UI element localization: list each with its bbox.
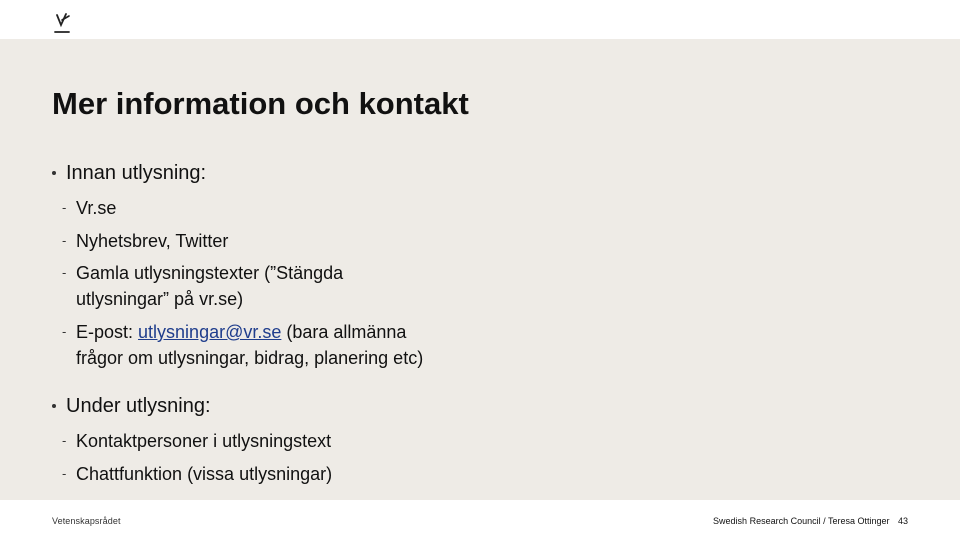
subitem-text: Chattfunktion (vissa utlysningar) (76, 464, 333, 484)
email-link[interactable]: utlysningar@vr.se (138, 322, 282, 342)
dash-marker: - (62, 265, 67, 280)
subitem-text-line-1: Gamla utlysningstexter (”Stängda (76, 263, 344, 283)
subitem-text: Kontaktpersoner i utlysningstext (76, 431, 332, 451)
bullet-dot (52, 404, 56, 408)
dash-marker: - (62, 233, 67, 248)
epost-prefix: E-post: (76, 322, 139, 342)
bullet-dot (52, 171, 56, 175)
dash-marker: - (62, 200, 67, 215)
dash-marker: - (62, 433, 67, 448)
dash-marker: - (62, 466, 67, 481)
epost-suffix: (bara allmänna (281, 322, 407, 342)
footer-brand: Vetenskapsrådet (52, 516, 121, 526)
subitem-text-line-2: utlysningar” på vr.se) (76, 289, 244, 309)
vr-logo-icon (52, 12, 72, 34)
bullet-text: Under utlysning: (66, 395, 211, 417)
page-number: 43 (897, 516, 908, 526)
bullet-text: Innan utlysning: (66, 162, 207, 184)
footer-credit (713, 516, 908, 526)
dash-marker: - (62, 324, 67, 339)
footer-credit-text: Swedish Research Council / Teresa Ottinger (713, 516, 890, 526)
subitem-text: Nyhetsbrev, Twitter (76, 231, 229, 251)
slide-title: Mer information och kontakt (52, 86, 469, 121)
subitem-text-line-2: frågor om utlysningar, bidrag, planering etc) (76, 348, 424, 368)
subitem-text: Vr.se (76, 198, 117, 218)
subitem-text-line-1 (76, 319, 406, 345)
